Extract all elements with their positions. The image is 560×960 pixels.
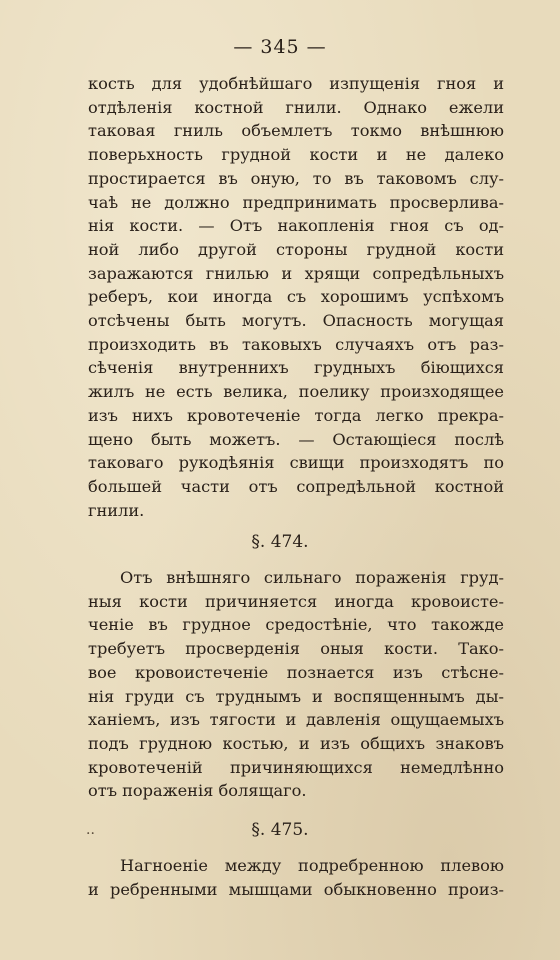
text-line: сѣченія внутреннихъ грудныхъ біющихся <box>88 358 504 378</box>
paragraph-474 <box>88 566 504 803</box>
text-line: произходить въ таковыхъ случаяхъ отъ раз- <box>88 334 504 354</box>
text-line: ченіе въ грудное средостѣніе, что такожде <box>88 615 504 635</box>
text-line: подъ грудною костью, и изъ общихъ знаковъ <box>88 733 504 753</box>
text-line: заражаются гнилью и хрящи сопредѣльныхъ <box>88 263 504 283</box>
text-line: изъ нихъ кровотеченіе тогда легко прекра- <box>88 405 504 425</box>
text-line: требуетъ просверденія оныя кости. Тако- <box>88 639 504 659</box>
text-line: гнили. <box>88 500 145 520</box>
text-line: нія кости. — Отъ накопленія гноя съ од- <box>88 216 504 236</box>
text-line: ныя кости причиняется иногда кровоисте- <box>88 591 504 611</box>
text-line: кость для удобнѣйшаго изпущенія гноя и <box>88 74 504 93</box>
text-line: отсѣчены быть могутъ. Опасность могущая <box>88 311 504 331</box>
text-line: вое кровоистеченіе познается изъ стѣсне- <box>88 662 504 682</box>
text-line: реберъ, кои иногда съ хорошимъ успѣхомъ <box>88 287 504 307</box>
text-line: ной либо другой стороны грудной кости <box>88 239 504 259</box>
text-line: таковая гниль объемлетъ токмо внѣшнюю <box>88 121 504 141</box>
text-line: таковаго рукодѣянія свищи произходятъ по <box>88 453 504 473</box>
text-line: поверьхность грудной кости и не далеко <box>88 145 504 165</box>
text-line: и ребренными мышцами обыкновенно произ- <box>88 879 504 899</box>
text-line: отдѣленія костной гнили. Однако ежели <box>88 97 504 117</box>
text-line: нія груди съ труднымъ и воспященнымъ ды- <box>88 686 504 706</box>
text-line: большей части отъ сопредѣльной костной <box>88 476 504 496</box>
page-number: — 345 — <box>233 36 327 58</box>
stray-mark: ·· <box>86 826 95 842</box>
text-line: кровотеченій причиняющихся немедлѣнно <box>88 757 504 777</box>
paragraph-continued <box>88 72 504 522</box>
text-line: ханіемъ, изъ тягости и давленія ощущаемыхъ <box>88 710 504 730</box>
section-heading-474: §. 474. <box>251 532 309 552</box>
text-line: жилъ не есть велика, поелику произходящее <box>88 382 504 402</box>
text-line: Нагноеніе между подребренною плевою <box>120 856 504 875</box>
text-line: Отъ внѣшняго сильнаго пораженія груд- <box>120 568 504 587</box>
text-line: щено быть можетъ. — Остающіеся послѣ <box>88 429 504 449</box>
section-heading-475: §. 475. <box>251 820 309 840</box>
paragraph-475 <box>88 854 504 901</box>
text-line: простирается въ оную, то въ таковомъ слу- <box>88 168 504 188</box>
text-line: чаѣ не должно предпринимать просверлива- <box>88 192 504 212</box>
text-line: отъ пораженія болящаго. <box>88 781 307 801</box>
